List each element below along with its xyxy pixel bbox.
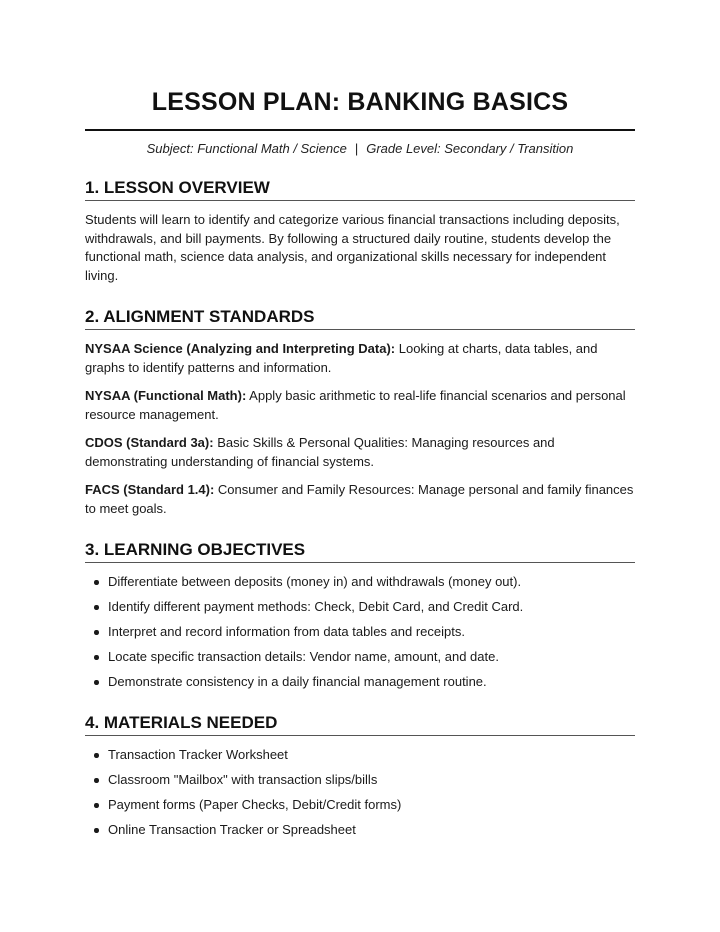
list-item: Demonstrate consistency in a daily financial management routine. — [85, 673, 635, 691]
list-item: Differentiate between deposits (money in) and withdrawals (money out). — [85, 573, 635, 591]
section-heading: 3. LEARNING OBJECTIVES — [85, 540, 635, 563]
standard-label: FACS (Standard 1.4): — [85, 482, 215, 497]
list-item: Interpret and record information from data tables and receipts. — [85, 623, 635, 641]
list-item: Payment forms (Paper Checks, Debit/Credit forms) — [85, 796, 635, 814]
section-heading: 2. ALIGNMENT STANDARDS — [85, 307, 635, 330]
standard-label: NYSAA (Functional Math): — [85, 388, 247, 403]
list-item: Transaction Tracker Worksheet — [85, 746, 635, 764]
page-title: LESSON PLAN: BANKING BASICS — [151, 88, 569, 116]
section-heading: 1. LESSON OVERVIEW — [85, 178, 635, 201]
grade-level-text: Grade Level: Secondary / Transition — [366, 141, 574, 156]
list-item: Online Transaction Tracker or Spreadsheet — [85, 821, 635, 839]
title-divider — [85, 129, 635, 131]
section-learning-objectives — [85, 540, 635, 691]
standard-text: Basic Skills & Personal Qualities: Managing resources and demonstrating understanding of financial systems. — [85, 435, 555, 469]
standard-text: Looking at charts, data tables, and graphs to identify patterns and information. — [85, 341, 598, 375]
subject-text: Subject: Functional Math / Science — [146, 141, 347, 156]
list-item: Identify different payment methods: Check, Debit Card, and Credit Card. — [85, 598, 635, 616]
standard-item — [85, 340, 635, 377]
list-item: Classroom "Mailbox" with transaction slips/bills — [85, 771, 635, 789]
section-heading: 4. MATERIALS NEEDED — [85, 713, 635, 736]
overview-paragraph: Students will learn to identify and categorize various financial transactions including deposits, withdrawals, and bill payments. By following a structured daily routine, students develop the functional math, science data analysis, and organizational skills necessary for independent living. — [85, 212, 620, 283]
standard-label: CDOS (Standard 3a): — [85, 435, 214, 450]
subtitle-line — [85, 141, 635, 156]
list-item: Locate specific transaction details: Vendor name, amount, and date. — [85, 648, 635, 666]
standard-label: NYSAA Science (Analyzing and Interpreting Data): — [85, 341, 396, 356]
standard-item — [85, 387, 635, 424]
standard-item — [85, 434, 635, 471]
standard-item — [85, 481, 635, 518]
standard-text: Apply basic arithmetic to real-life financial scenarios and personal resource management. — [85, 388, 626, 422]
subtitle-separator: | — [354, 141, 359, 156]
section-lesson-overview — [85, 178, 635, 285]
standard-text: Consumer and Family Resources: Manage personal and family finances to meet goals. — [85, 482, 634, 516]
section-materials-needed — [85, 713, 635, 839]
materials-list — [85, 746, 635, 839]
objectives-list — [85, 573, 635, 691]
section-alignment-standards — [85, 307, 635, 518]
